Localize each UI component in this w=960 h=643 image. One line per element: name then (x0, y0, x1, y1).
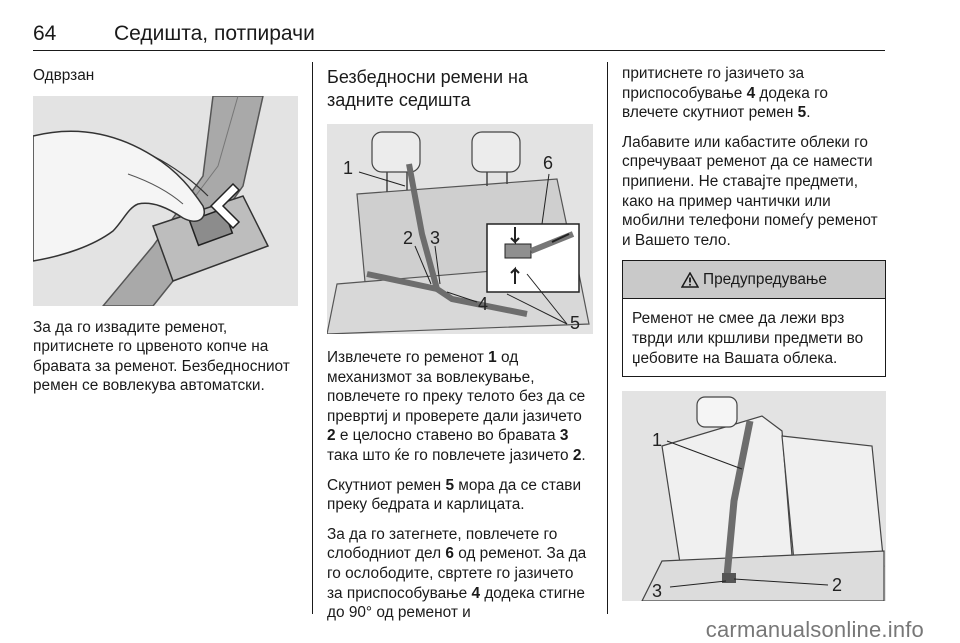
tighten-paragraph: За да го затегнете, повлечете го слободниот дел 6 од ременот. За да го ослободите, свртете го јазичето за приспособување 4 додека стигне до 90° од ременот и (327, 525, 587, 622)
column-divider-2 (607, 62, 608, 614)
adjust-tab-paragraph: притиснете го јазичето за приспособување 4 додека го влечете скутниот ремен 5. (622, 65, 828, 122)
front-bench-belt-illustration (622, 391, 886, 601)
watermark: carmanualsonline.info (705, 617, 924, 642)
warning-header (623, 261, 885, 299)
column-2 (327, 66, 593, 633)
figure-label-6: 6 (543, 153, 554, 173)
column-divider-1 (312, 62, 313, 614)
unbuckle-illustration (33, 96, 298, 306)
figure-label-1: 1 (343, 158, 354, 178)
warning-title: Предупредување (703, 271, 827, 289)
extend-belt-paragraph: Извлечете го ременот 1 од механизмот за вовлекување, повлечете го преку телото без да се превртиј и проверете дали јазичето 2 е целосно ставено во бравата 3 така што ќе го повлечете јазичето 2. (327, 349, 586, 464)
figure2-label-3: 3 (652, 581, 663, 602)
warning-box (622, 260, 886, 377)
figure-label-3: 3 (430, 228, 441, 248)
figure2-label-2: 2 (832, 575, 843, 596)
unbuckle-paragraph: За да го извадите ременот, притиснете го црвеното копче на бравата за ременот. Безбедносниот ремен се вовлекува автоматски. (33, 318, 290, 395)
rear-seat-belt-illustration (327, 124, 593, 334)
header-rule (33, 50, 885, 51)
figure2-label-1: 1 (652, 430, 663, 451)
figure-label-5: 5 (570, 313, 581, 333)
unbuckle-subheading: Одврзан (33, 67, 95, 84)
figure-label-2: 2 (403, 228, 414, 248)
clothing-paragraph: Лабавите или кабастите облеки го спречуваат ременот да се намести припиени. Не ставајте предмети, како на пример чантички или мобилни телефони помеѓу ременот и Вашето тело. (622, 133, 878, 249)
column-3 (622, 64, 886, 601)
warning-triangle-icon (681, 272, 699, 288)
column-1 (33, 66, 298, 406)
warning-body: Ременот не смее да лежи врз тврди или кршливи предмети во џебовите на Вашата облека. (632, 310, 864, 367)
figure-label-4: 4 (478, 294, 489, 314)
chapter-title: Седишта, потпирачи (114, 22, 315, 45)
page-header (33, 22, 885, 52)
page-number: 64 (33, 22, 57, 45)
rear-belts-heading: Безбедносни ремени на задните седишта (327, 67, 529, 110)
lap-belt-paragraph: Скутниот ремен 5 мора да се стави преку бедрата и карлицата. (327, 476, 582, 514)
